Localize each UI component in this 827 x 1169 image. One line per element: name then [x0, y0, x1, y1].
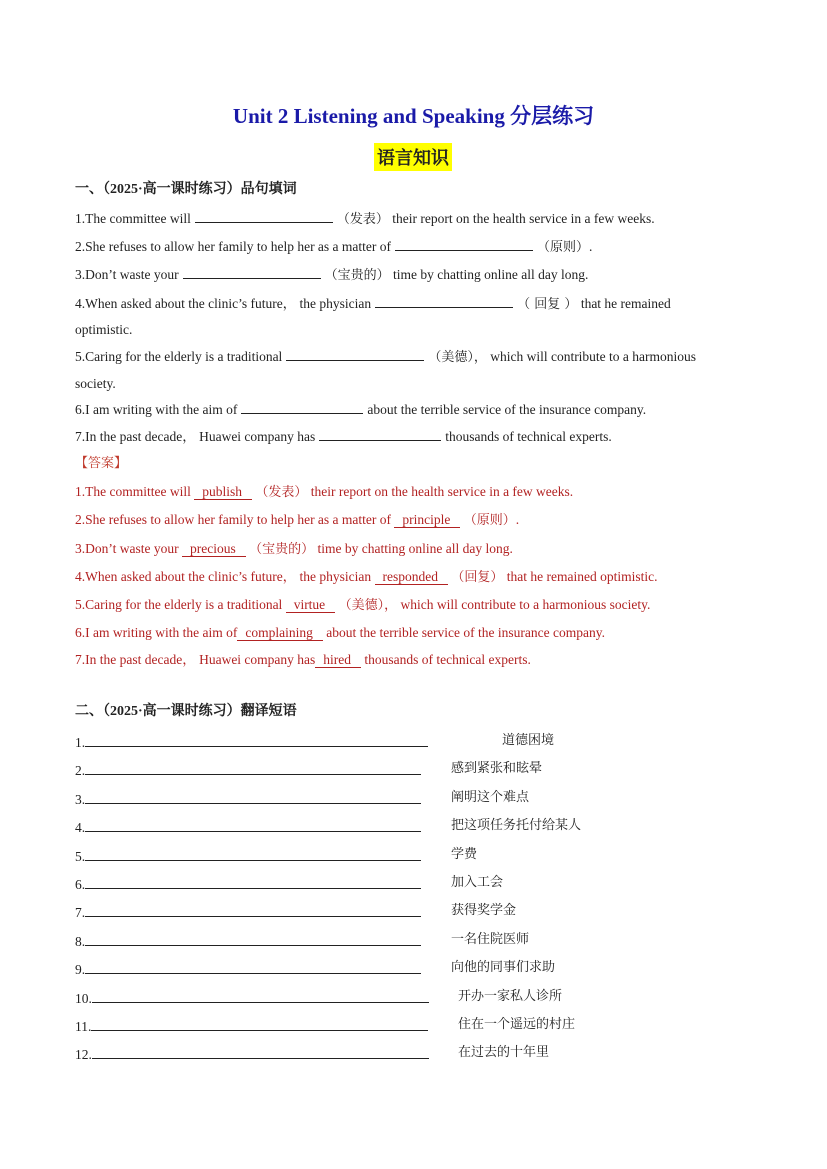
- answer-blank[interactable]: [91, 1016, 428, 1031]
- answer-blank[interactable]: [85, 760, 421, 775]
- chinese-phrase: 道德困境: [502, 733, 555, 748]
- section2-heading: 二、（2025·高一课时练习）翻译短语: [75, 704, 297, 719]
- translation-item: [75, 988, 563, 1008]
- translation-item: [75, 817, 582, 837]
- item-number: 12.: [75, 1047, 92, 1063]
- chinese-phrase: 开办一家私人诊所: [458, 988, 563, 1004]
- chinese-phrase: 一名住院医师: [451, 931, 530, 947]
- chinese-phrase: 把这项任务托付给某人: [451, 818, 582, 834]
- translation-item: [75, 732, 555, 752]
- page-title: Unit 2 Listening and Speaking 分层练习: [232, 104, 595, 128]
- answer-blank[interactable]: [92, 988, 429, 1003]
- translation-item: [75, 874, 504, 894]
- answer-5: 5.Caring for the elderly is a traditional virtue （美德）， which will contribute to a harmonious society.: [75, 597, 651, 613]
- item-number: 6.: [75, 877, 86, 892]
- answer-label: 【答案】: [75, 456, 128, 471]
- translation-item: [75, 959, 556, 979]
- question-5-cont: society.: [75, 376, 116, 391]
- section1-heading: 一、（2025·高一课时练习）品句填词: [75, 182, 297, 197]
- answer-1: 1.The committee will publish （发表） their report on the health service in a few weeks.: [75, 484, 574, 500]
- item-number: 1.: [75, 735, 86, 750]
- question-1: 1.The committee will （发表） their report on the health service in a few weeks.: [75, 211, 655, 227]
- translation-item: [75, 902, 517, 922]
- answer-blank[interactable]: [85, 817, 421, 832]
- chinese-phrase: 在过去的十年里: [458, 1045, 550, 1061]
- answer-blank[interactable]: [85, 874, 421, 889]
- translation-item: [75, 846, 478, 866]
- item-number: 5.: [75, 848, 86, 864]
- chinese-phrase: 阐明这个难点: [451, 789, 530, 805]
- answer-3: 3.Don’t waste your precious （宝贵的） time by chatting online all day long.: [75, 541, 513, 557]
- question-7: 7.In the past decade， Huawei company has thousands of technical experts.: [75, 429, 612, 444]
- chinese-phrase: 感到紧张和眩晕: [451, 761, 543, 777]
- translation-item: [75, 760, 543, 780]
- answer-blank[interactable]: [85, 959, 421, 974]
- item-number: 2.: [75, 763, 86, 779]
- answer-7: 7.In the past decade， Huawei company has hired thousands of technical experts.: [75, 652, 531, 667]
- question-4: 4.When asked about the clinic’s future， the physician （ 回复 ） that he remained: [75, 296, 671, 312]
- item-number: 4.: [75, 820, 86, 836]
- question-4-cont: optimistic.: [75, 322, 133, 337]
- item-number: 3.: [75, 791, 86, 807]
- answer-blank[interactable]: [85, 846, 421, 861]
- chinese-phrase: 学费: [451, 846, 478, 862]
- chinese-phrase: 获得奖学金: [451, 903, 517, 919]
- answer-2: 2.She refuses to allow her family to help her as a matter of principle （原则）.: [75, 512, 520, 528]
- question-5: 5.Caring for the elderly is a traditional （美德）， which will contribute to a harmonious: [75, 349, 697, 365]
- question-2: 2.She refuses to allow her family to help her as a matter of （原则）.: [75, 239, 593, 255]
- translation-item: [75, 1016, 576, 1036]
- question-3: 3.Don’t waste your （宝贵的） time by chatting online all day long.: [75, 267, 589, 283]
- answer-4: 4.When asked about the clinic’s future， the physician responded （回复） that he remained optimistic.: [75, 569, 658, 585]
- item-number: 9.: [75, 962, 86, 978]
- answer-blank[interactable]: [85, 931, 421, 946]
- translation-item: [75, 1044, 550, 1064]
- translation-item: [75, 789, 530, 809]
- answer-blank[interactable]: [85, 789, 421, 804]
- answer-blank[interactable]: [85, 732, 428, 747]
- chinese-phrase: 向他的同事们求助: [451, 960, 556, 976]
- question-6: 6.I am writing with the aim of about the terrible service of the insurance company.: [75, 402, 647, 417]
- chinese-phrase: 加入工会: [451, 875, 504, 890]
- answer-6: 6.I am writing with the aim of complaining about the terrible service of the insurance company.: [75, 625, 605, 640]
- answer-blank[interactable]: [85, 902, 421, 917]
- item-number: 11.: [75, 1019, 92, 1034]
- chinese-phrase: 住在一个遥远的村庄: [458, 1017, 576, 1032]
- item-number: 10.: [75, 990, 92, 1006]
- translation-item: [75, 931, 530, 951]
- item-number: 7.: [75, 905, 86, 921]
- section-subtitle: 语言知识: [374, 143, 452, 171]
- answer-blank[interactable]: [92, 1044, 429, 1059]
- item-number: 8.: [75, 933, 86, 949]
